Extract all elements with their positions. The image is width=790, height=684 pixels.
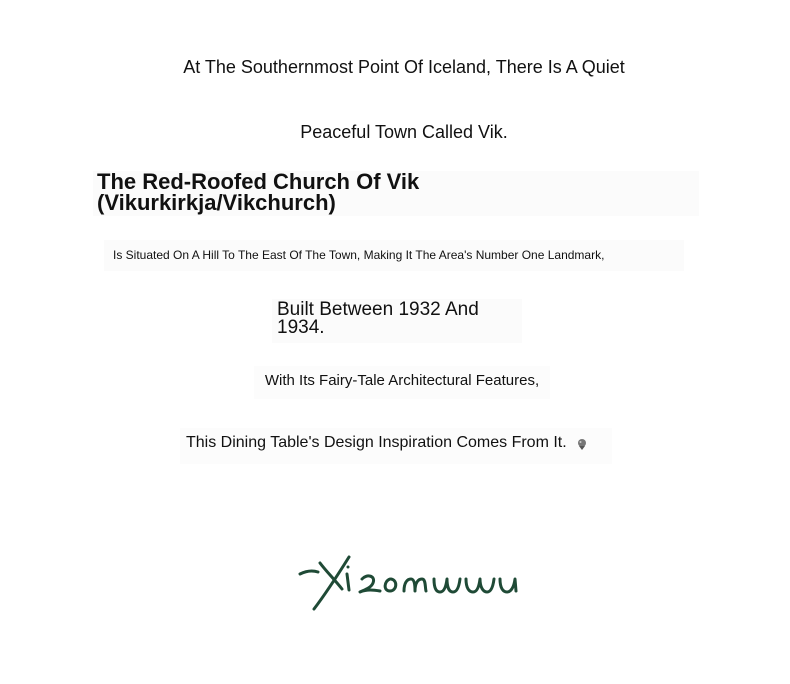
built-text: Built Between 1932 And 1934. <box>277 299 479 338</box>
signature-logo <box>294 545 526 617</box>
dining-card <box>180 428 612 464</box>
situated-text: Is Situated On A Hill To The East Of The Town, Making It The Area's Number One Landmark, <box>104 240 684 271</box>
built-card <box>272 299 522 343</box>
dining-text: This Dining Table's Design Inspiration Comes From It. <box>186 434 567 451</box>
features-text: With Its Fairy-Tale Architectural Features, <box>254 366 550 399</box>
intro-line-1: At The Southernmost Point Of Iceland, There Is A Quiet <box>183 57 625 77</box>
church-heading: The Red-Roofed Church Of Vik (Vikurkirkja/Vikchurch) <box>97 169 420 215</box>
church-emoji-icon <box>575 435 589 449</box>
heading-card <box>93 171 699 216</box>
intro-line-2: Peaceful Town Called Vik. <box>300 122 508 142</box>
